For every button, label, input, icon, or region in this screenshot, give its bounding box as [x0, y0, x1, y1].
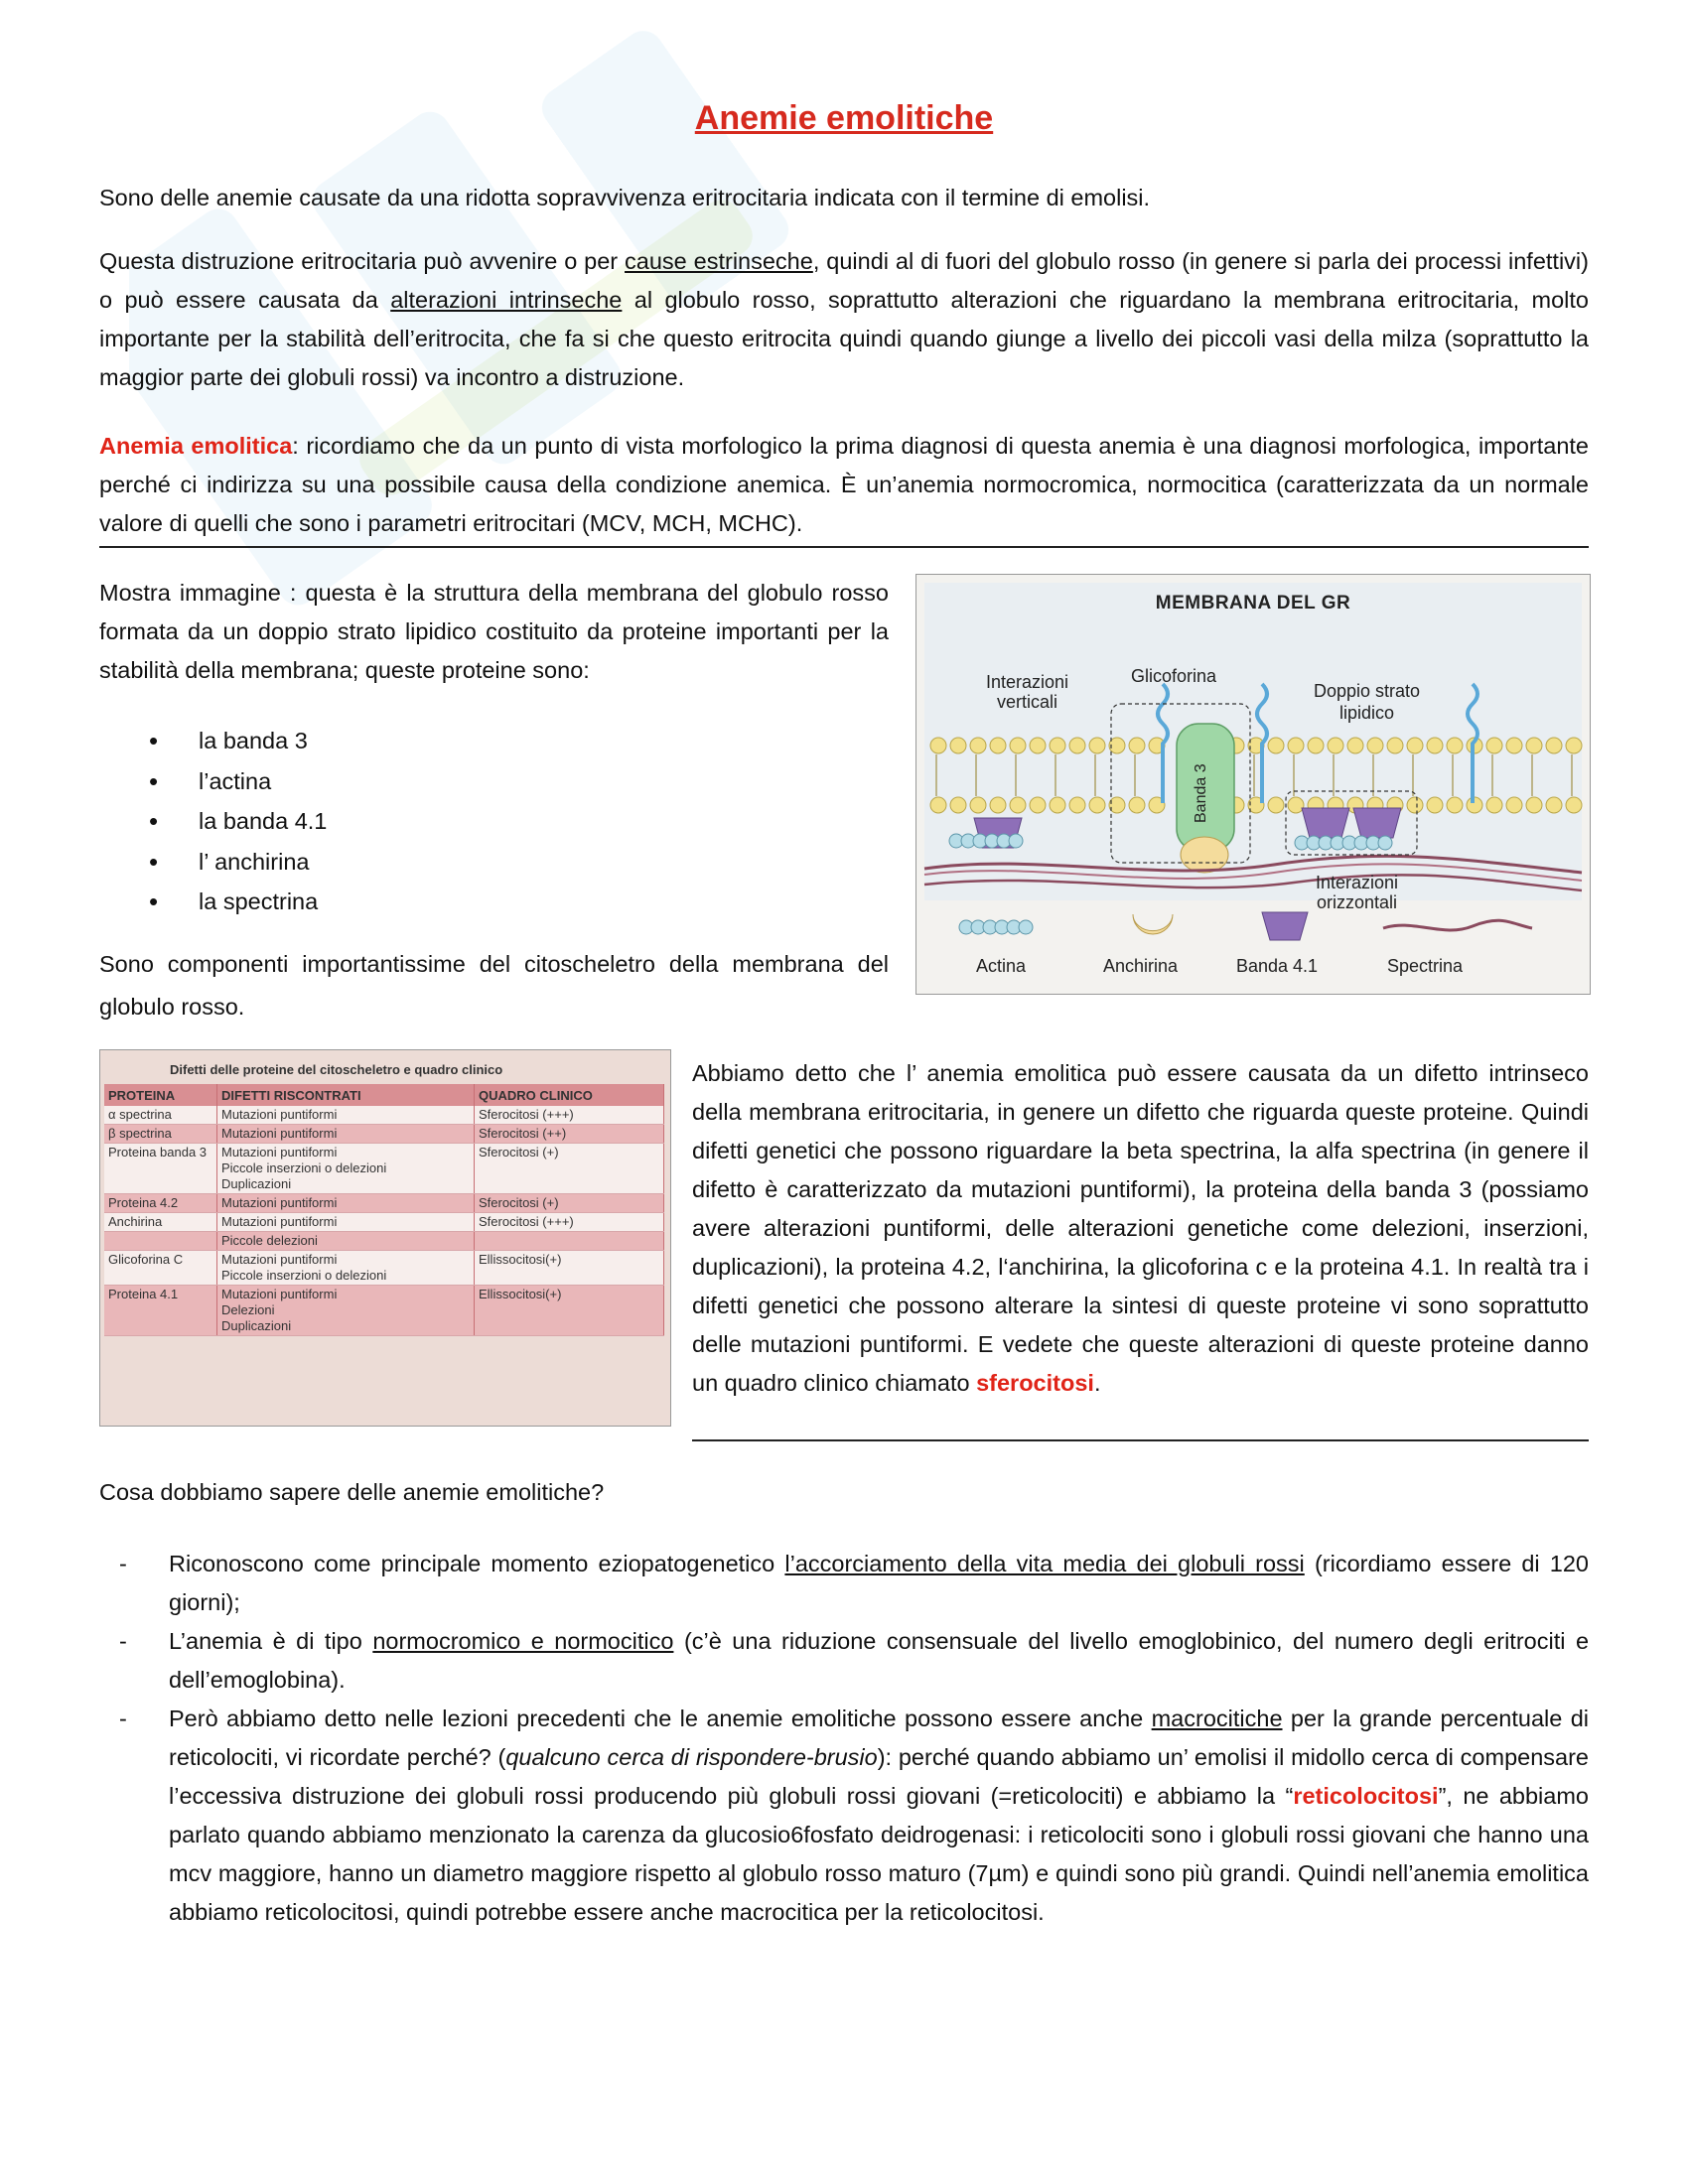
defects-table	[104, 1084, 664, 1336]
label-doppio-strato: Doppio strato lipidico	[1314, 681, 1421, 723]
column-header: PROTEINA	[104, 1084, 217, 1106]
label-interazioni-verticali: Interazioni verticali	[986, 672, 1069, 712]
table-row: Proteina 4.2 Mutazioni puntiformi Sferocitosi (+)	[104, 1194, 664, 1213]
defects-table-image	[99, 1049, 671, 1427]
list-item: - L’anemia è di tipo normocromico e normocitico (c’è una riduzione consensuale del livello emoglobinico, del numero degli eritrociti e dell’emoglobina).	[119, 1622, 1589, 1700]
list-item: • la spectrina	[149, 882, 327, 922]
cause-paragraph: Questa distruzione eritrocitaria può avvenire o per cause estrinseche, quindi al di fuori del globulo rosso (in genere si parla dei processi infettivi) o può essere causata da alterazioni intrinseche al globulo rosso, soprattutto alterazioni che riguardano la membrana eritrocitaria, molto importante per la stabilità dell’eritrocita, che fa si che questo eritrocita quindi quando giunge a livello dei piccoli vasi della milza (soprattutto la maggior parte dei globuli rossi) va incontro a distruzione.	[99, 248, 1589, 390]
intro-paragraph: Sono delle anemie causate da una ridotta sopravvivenza eritrocitaria indicata con il termine di emolisi.	[99, 185, 1151, 210]
table-row: Glicoforina C Mutazioni puntiformi Piccole inserzioni o delezioni Ellissocitosi(+)	[104, 1251, 664, 1286]
page-title: Anemie emolitiche	[694, 99, 994, 137]
legend-anchirina: Anchirina	[1103, 956, 1179, 976]
column-header: QUADRO CLINICO	[475, 1084, 664, 1106]
anemia-emolitica-term: Anemia emolitica	[99, 433, 293, 459]
label-interazioni-orizzontali: Interazioni orizzontali	[1316, 873, 1399, 912]
table-row: β spectrina Mutazioni puntiformi Sferocitosi (++)	[104, 1125, 664, 1144]
question-paragraph: Cosa dobbiamo sapere delle anemie emolitiche?	[99, 1479, 605, 1505]
table-caption: Difetti delle proteine del citoscheletro e quadro clinico	[170, 1062, 503, 1077]
table-row: Proteina 4.1 Mutazioni puntiformi Delezioni Duplicazioni Ellissocitosi(+)	[104, 1286, 664, 1336]
genetic-defects-paragraph: Abbiamo detto che l’ anemia emolitica può essere causata da un difetto intrinseco della membrana eritrocitaria, in genere un difetto che riguarda queste proteine. Quindi difetti genetici che possono riguardare la beta spectrina, la alfa spectrina (in genere il difetto è caratterizzato da mutazioni puntiformi), la proteina della banda 3 (possiamo avere alterazioni puntiformi, delle alterazioni genetiche come delezioni, inserzioni, duplicazioni), la proteina 4.2, l‘anchirina, la glicoforina c e la proteina 4.1. In realtà tra i difetti genetici che possono alterare la sintesi di queste proteine vi sono soprattutto delle mutazioni puntiformi. E vedete che queste alterazioni di queste proteine danno un quadro clinico chiamato sferocitosi.	[692, 1060, 1589, 1396]
membrane-paragraph: Mostra immagine : questa è la struttura della membrana del globulo rosso formata da un doppio strato lipidico costituito da proteine importanti per la stabilità della membrana; queste proteine sono:	[99, 580, 889, 683]
list-item: • l’actina	[149, 761, 327, 802]
table-row: Piccole delezioni	[104, 1232, 664, 1251]
list-item: - Però abbiamo detto nelle lezioni precedenti che le anemie emolitiche possono essere anche macrocitiche per la grande percentuale di reticolociti, vi ricordate perché? (qualcuno cerca di rispondere-brusio): perché quando abbiamo un’ emolisi il midollo cerca di compensare l’eccessiva distruzione dei globuli rossi producendo più globuli rossi giovani (=reticolociti) e abbiamo la “reticolocitosi”, ne abbiamo parlato quando abbiamo menzionato la carenza da glucosio6fosfato deidrogenasi: i reticolociti sono i globuli rossi giovani che hanno una mcv maggiore, hanno un diametro maggiore rispetto al globulo rosso maturo (7µm) e quindi sono più grandi. Quindi nell’anemia emolitica abbiamo reticolocitosi, quindi potrebbe essere anche macrocitica per la reticolocitosi.	[119, 1700, 1589, 1932]
column-header: DIFETTI RISCONTRATI	[217, 1084, 475, 1106]
table-row: α spectrina Mutazioni puntiformi Sferocitosi (+++)	[104, 1106, 664, 1125]
list-item: • la banda 3	[149, 721, 327, 761]
list-item: - Riconoscono come principale momento eziopatogenetico l’accorciamento della vita media dei globuli rossi (ricordiamo essere di 120 giorni);	[119, 1545, 1589, 1622]
membrane-figure: MEMBRANA DEL GR Glicoforina Interazioni verticali Doppio strato lipidico Banda 3 Interazioni orizzontali Actina Anchirina Banda 4.1 Spectrina	[915, 574, 1591, 995]
table-row: Anchirina Mutazioni puntiformi Sferocitosi (+++)	[104, 1213, 664, 1232]
section-divider-right	[692, 1439, 1589, 1441]
legend-spectrina: Spectrina	[1387, 956, 1464, 976]
anemia-definition-paragraph: Anemia emolitica: ricordiamo che da un punto di vista morfologico la prima diagnosi di questa anemia è una diagnosi morfologica, importante perché ci indirizza su una possibile causa della condizione anemica. È un’anemia normocromica, normocitica (caratterizzata da un normale valore di quelli che sono i parametri eritrocitari (MCV, MCH, MCHC).	[99, 433, 1589, 536]
legend-actina: Actina	[976, 956, 1027, 976]
protein-list	[149, 721, 327, 922]
key-points-list	[119, 1545, 1589, 1932]
figure-title: MEMBRANA DEL GR	[1155, 593, 1351, 614]
reticolocitosi-term: reticolocitosi	[1293, 1783, 1439, 1809]
list-item: • l’ anchirina	[149, 842, 327, 883]
cytoskeleton-paragraph: Sono componenti importantissime del citoscheletro della membrana del globulo rosso.	[99, 951, 889, 1020]
legend-banda-4-1: Banda 4.1	[1236, 956, 1319, 976]
table-row: Proteina banda 3 Mutazioni puntiformi Piccole inserzioni o delezioni Duplicazioni Sferocitosi (+)	[104, 1144, 664, 1194]
label-glicoforina: Glicoforina	[1131, 666, 1217, 686]
section-divider	[99, 546, 1589, 548]
sferocitosi-term: sferocitosi	[976, 1370, 1094, 1396]
list-item: • la banda 4.1	[149, 801, 327, 842]
membrane-diagram	[916, 575, 1590, 994]
